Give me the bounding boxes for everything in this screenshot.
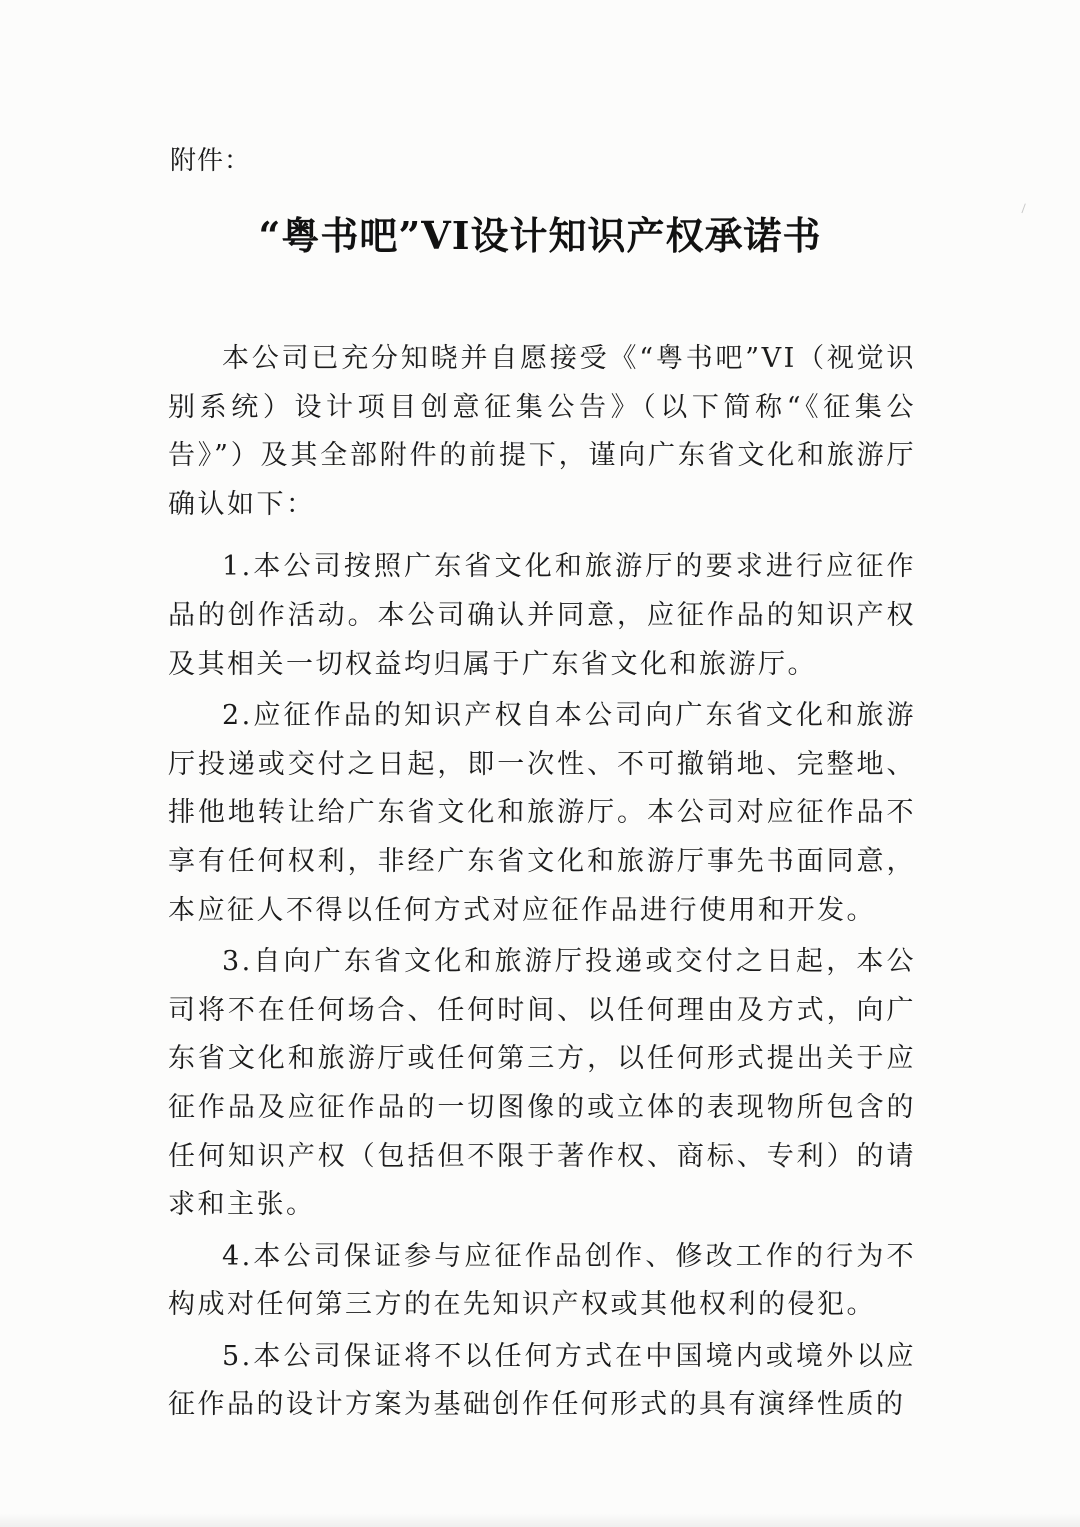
clause-2: 2.应征作品的知识产权自本公司向广东省文化和旅游厅投递或交付之日起，即一次性、不可撤销地、完整地、排他地转让给广东省文化和旅游厅。本公司对应征作品不享有任何权利，非经广东省文化和旅游厅事先书面同意，本应征人不得以任何方式对应征作品进行使用和开发。 (168, 700, 916, 926)
attachment-label: 附件： (170, 146, 252, 176)
clause-3: 3.自向广东省文化和旅游厅投递或交付之日起，本公司将不在任何场合、任何时间、以任何理由及方式，向广东省文化和旅游厅或任何第三方，以任何形式提出关于应征作品及应征作品的一切图像的或立体的表现物所包含的任何知识产权（包括但不限于著作权、商标、专利）的请求和主张。 (168, 946, 916, 1221)
clause-4: 4.本公司保证参与应征作品创作、修改工作的行为不构成对任何第三方的在先知识产权或其他权利的侵犯。 (168, 1240, 916, 1321)
clause-1: 1.本公司按照广东省文化和旅游厅的要求进行应征作品的创作活动。本公司确认并同意，应征作品的知识产权及其相关一切权益均归属于广东省文化和旅游厅。 (168, 551, 916, 680)
intro-paragraph: 本公司已充分知晓并自愿接受《“粤书吧”VI（视觉识别系统）设计项目创意征集公告》（以下简称“《征集公告》”）及其全部附件的前提下，谨向广东省文化和旅游厅确认如下： (168, 343, 916, 520)
page-bottom-edge (0, 1513, 1080, 1527)
document-body (168, 335, 916, 1433)
clause-5: 5.本公司保证将不以任何方式在中国境内或境外以应征作品的设计方案为基础创作任何形式的具有演绎性质的 (168, 1340, 916, 1421)
document-title: “粤书吧”VI设计知识产权承诺书 (258, 213, 822, 258)
